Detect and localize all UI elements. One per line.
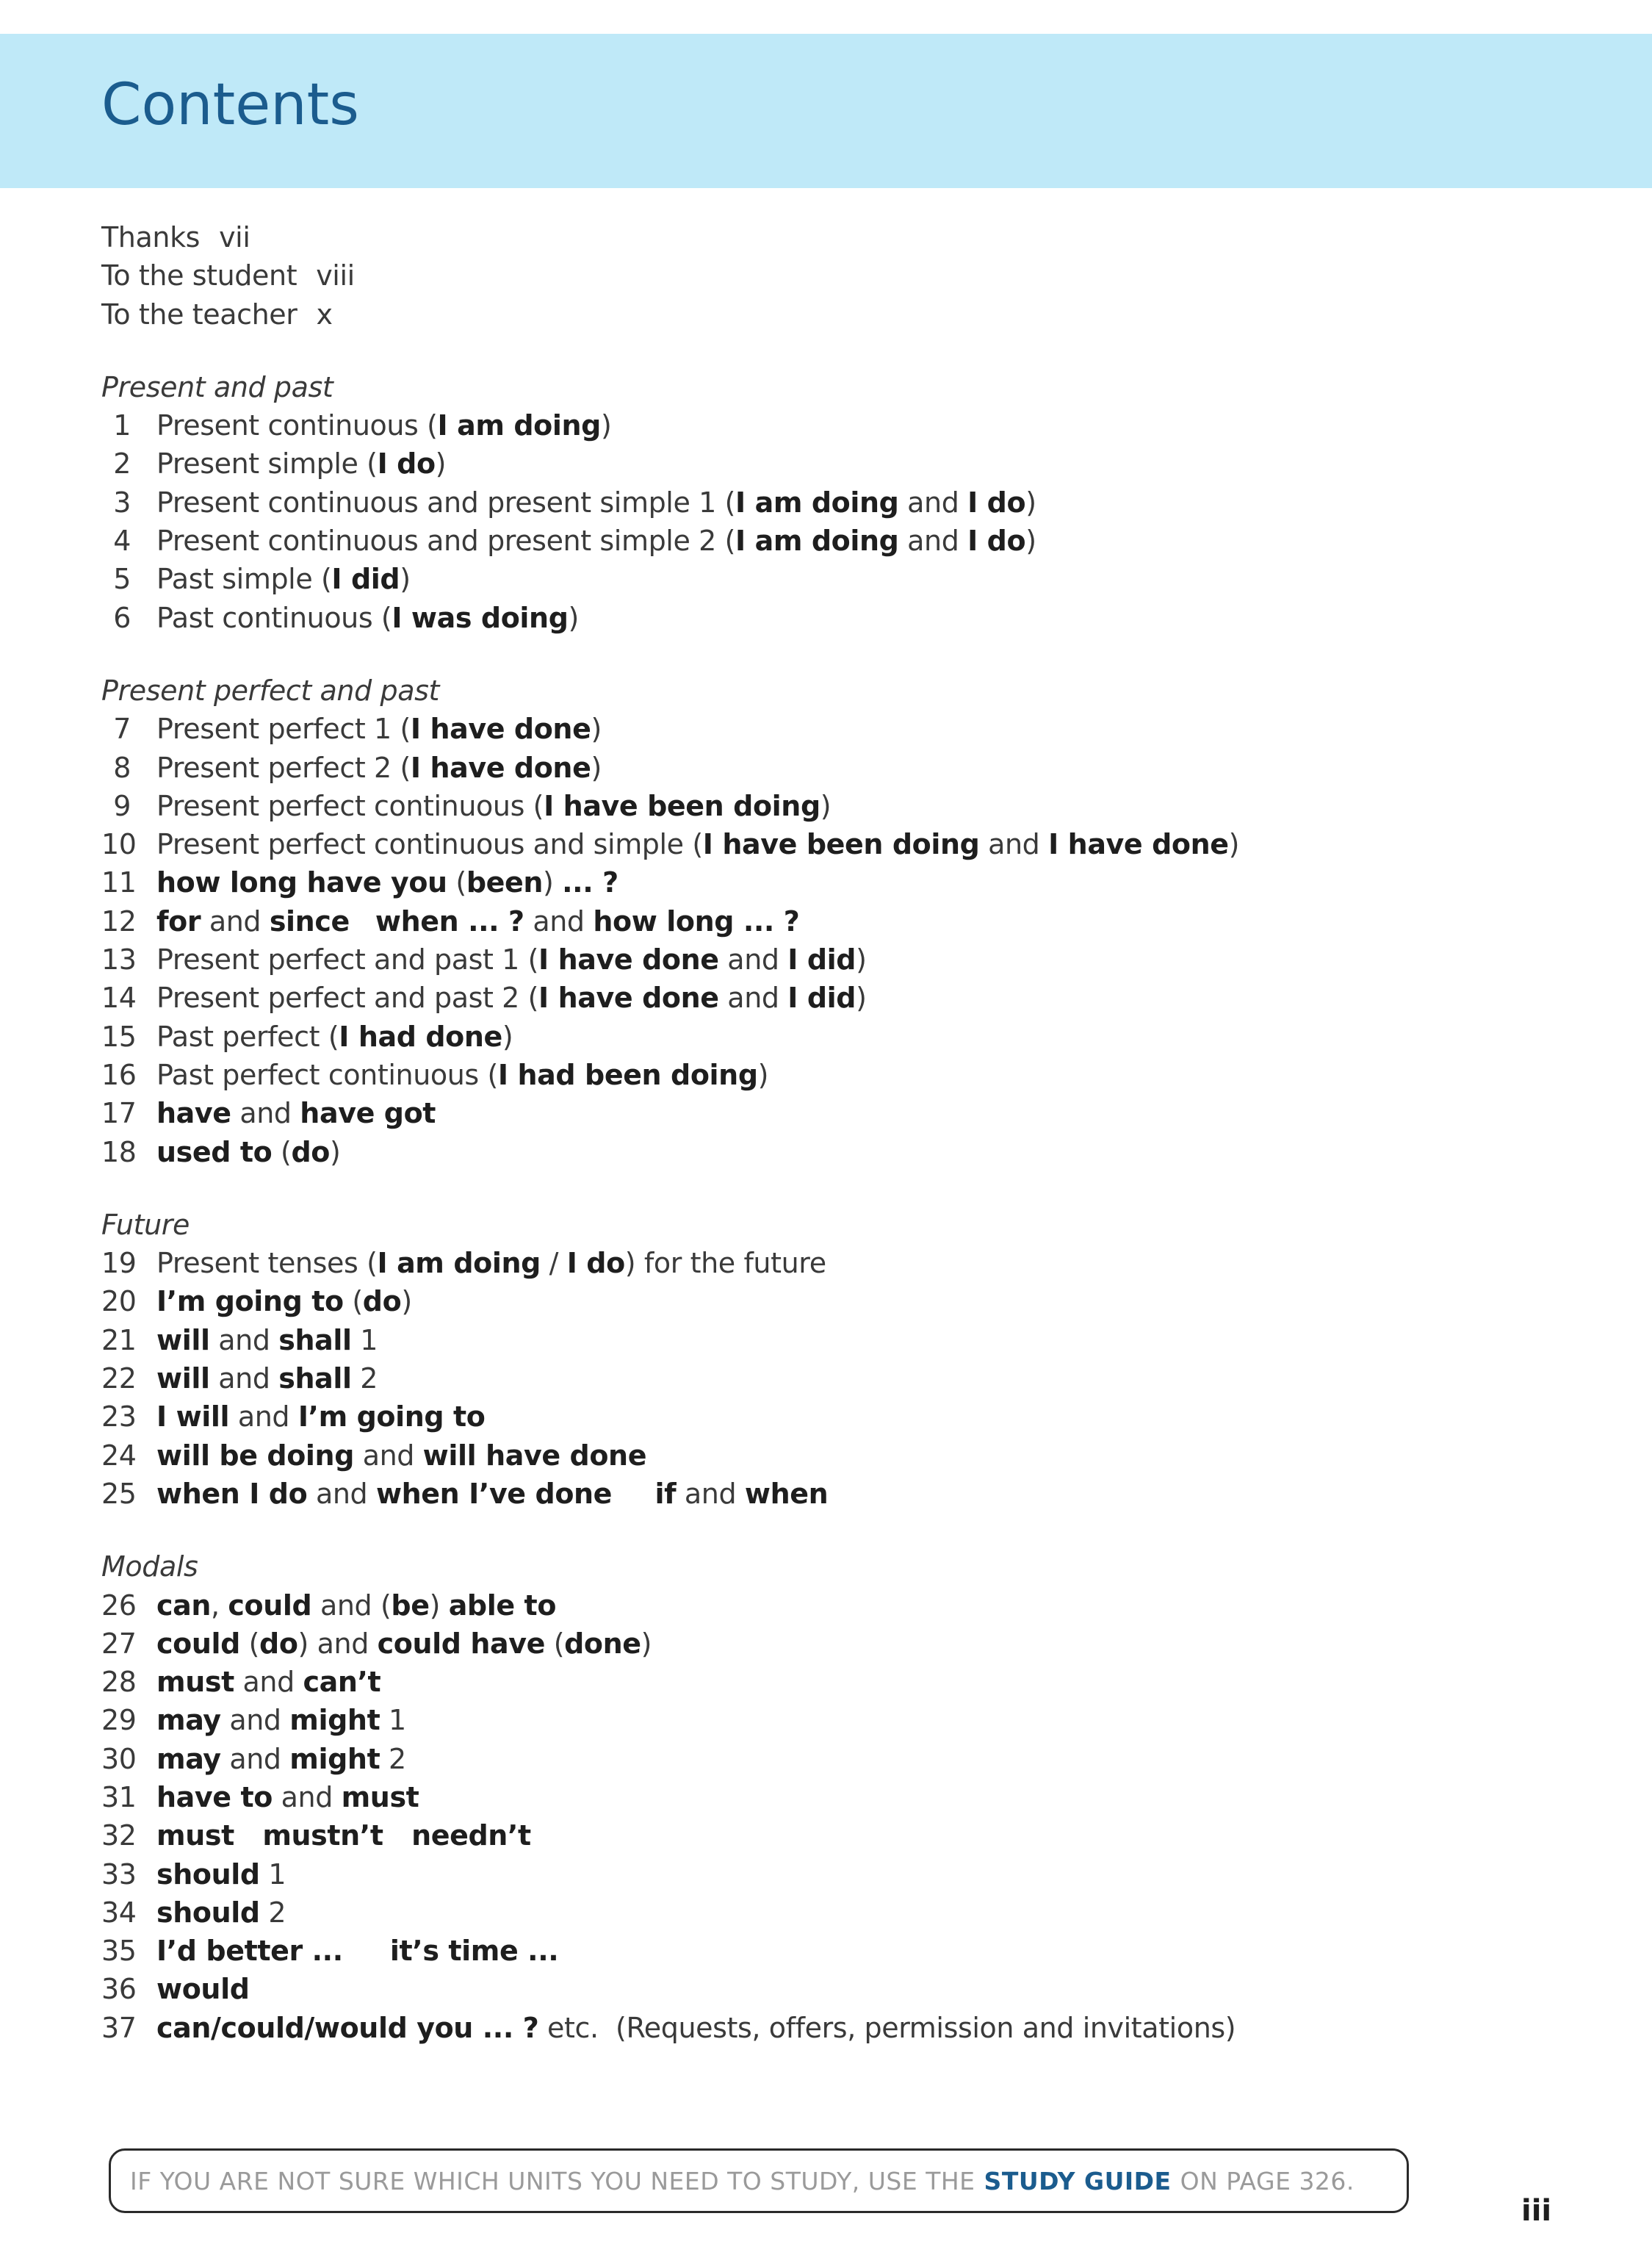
unit-title-keyword: I have done [538, 943, 719, 976]
unit-title-text [612, 1478, 654, 1510]
unit-entry[interactable] [101, 522, 1239, 560]
unit-entry[interactable] [101, 1359, 1239, 1398]
unit-title-text: ) [543, 866, 563, 899]
front-matter-label: To the student [101, 259, 297, 292]
unit-title-text: ) [329, 1135, 341, 1168]
section-spacer [101, 637, 1239, 672]
unit-number: 4 [113, 525, 131, 558]
unit-entry[interactable] [101, 483, 1239, 522]
unit-title-text: and [979, 828, 1049, 861]
unit-title [156, 1740, 406, 1778]
front-matter-item[interactable] [101, 218, 1239, 256]
unit-entry[interactable] [101, 1475, 1239, 1513]
unit-title-keyword: should [156, 1857, 260, 1891]
unit-entry[interactable] [101, 1244, 1239, 1282]
unit-title-keyword: can [156, 1589, 212, 1622]
unit-title [156, 1321, 378, 1359]
unit-entry[interactable] [101, 445, 1239, 483]
unit-title [156, 902, 799, 940]
unit-title-keyword: do [362, 1285, 402, 1318]
unit-number: 7 [113, 713, 131, 746]
unit-title-keyword: when [744, 1477, 829, 1510]
unit-entry[interactable] [101, 1855, 1239, 1893]
unit-title-text: Present perfect and past 1 ( [156, 943, 539, 976]
unit-title-keyword: I do [377, 447, 436, 481]
section-heading: Present perfect and past [101, 674, 439, 707]
unit-title-keyword: can’t [303, 1666, 381, 1699]
section-spacer [101, 1171, 1239, 1206]
unit-title [156, 1586, 556, 1625]
unit-title-text: and [231, 1097, 300, 1130]
unit-title [156, 445, 446, 483]
unit-title [156, 863, 618, 902]
unit-title-text: Present tenses ( [156, 1247, 378, 1280]
unit-entry[interactable] [101, 1625, 1239, 1663]
unit-title-keyword: I’m going to [297, 1400, 486, 1434]
unit-title-text: Present continuous ( [156, 409, 438, 442]
unit-title-keyword: could [228, 1589, 312, 1622]
unit-title-keyword: I do [967, 525, 1026, 558]
unit-title-text: Present perfect continuous ( [156, 789, 544, 822]
unit-title-keyword: should [156, 1896, 260, 1929]
unit-title-keyword: do [259, 1627, 298, 1660]
unit-title-keyword: how long ... ? [593, 904, 800, 938]
unit-title-keyword: might [289, 1742, 380, 1775]
unit-title-text: ) [591, 713, 602, 746]
unit-title-text: Present perfect 2 ( [156, 751, 411, 784]
unit-entry[interactable] [101, 1970, 1239, 2008]
unit-title-text: / [540, 1247, 567, 1280]
unit-title-keyword: when I do [156, 1477, 308, 1510]
unit-entry[interactable] [101, 1740, 1239, 1778]
study-guide-page-text: ON PAGE 326. [1180, 2166, 1355, 2195]
unit-title-text: and [898, 486, 968, 519]
section-spacer [101, 334, 1239, 368]
unit-title-text: and [676, 1477, 745, 1510]
unit-number: 6 [113, 601, 131, 634]
unit-title-keyword: been [466, 866, 544, 899]
unit-title-text: ) [641, 1627, 652, 1660]
unit-title [156, 1816, 531, 1855]
unit-title [156, 749, 602, 787]
unit-title-keyword: if [654, 1477, 677, 1510]
unit-entry[interactable] [101, 1932, 1239, 1970]
unit-title [156, 560, 411, 598]
unit-title-keyword: will be doing [156, 1439, 355, 1472]
unit-title-keyword: I have done [538, 982, 719, 1015]
study-guide-note-text: IF YOU ARE NOT SURE WHICH UNITS YOU NEED TO STUDY, USE THE [130, 2166, 975, 2195]
unit-title [156, 1359, 378, 1398]
unit-title-keyword: be [391, 1589, 430, 1622]
section-heading: Modals [101, 1550, 198, 1583]
unit-title-keyword: done [564, 1627, 641, 1660]
unit-title-text: ( [447, 866, 466, 899]
unit-title-text: and [234, 1666, 303, 1699]
unit-entry[interactable] [101, 902, 1239, 940]
unit-title-text: 1 [380, 1704, 406, 1737]
unit-title-text: etc. (Requests, offers, permission and invitations) [538, 2011, 1236, 2044]
unit-title-text: 2 [351, 1362, 378, 1395]
page-number: iii [1521, 2194, 1552, 2228]
unit-title-text: and [229, 1400, 298, 1434]
unit-entry[interactable] [101, 749, 1239, 787]
unit-number: 21 [101, 1323, 137, 1356]
unit-number: 8 [113, 751, 131, 784]
unit-title [156, 1094, 436, 1132]
unit-title-text: and [209, 1362, 279, 1395]
unit-title-text: Past continuous ( [156, 601, 392, 634]
unit-title-text: ) [400, 563, 411, 596]
unit-title-text: ) [856, 943, 867, 976]
unit-number: 2 [113, 447, 131, 481]
page-title: Contents [101, 72, 359, 138]
unit-title-keyword: I do [967, 486, 1026, 519]
unit-entry[interactable] [101, 2009, 1239, 2047]
unit-number: 22 [101, 1362, 137, 1395]
unit-title-keyword: could have [377, 1627, 546, 1660]
unit-title-keyword: when ... ? [375, 904, 524, 938]
unit-title-text: and [201, 904, 270, 938]
front-matter-label: Thanks [101, 221, 201, 253]
study-guide-note [109, 2148, 1409, 2213]
unit-title-keyword: for [156, 904, 201, 938]
unit-title-keyword: I have been doing [702, 828, 980, 861]
unit-number: 35 [101, 1935, 137, 1968]
unit-title [156, 1133, 340, 1171]
unit-title-text: and [354, 1439, 423, 1472]
unit-title [156, 2009, 1236, 2047]
unit-number: 19 [101, 1247, 137, 1280]
unit-title-text: ) [502, 1020, 513, 1053]
unit-entry[interactable] [101, 1398, 1239, 1436]
unit-entry[interactable] [101, 1056, 1239, 1094]
unit-title-text: and [524, 904, 594, 938]
unit-title-keyword: I’d better ... it’s time ... [156, 1935, 559, 1968]
unit-entry[interactable] [101, 940, 1239, 979]
unit-number: 16 [101, 1058, 137, 1091]
unit-number: 25 [101, 1477, 137, 1510]
unit-number: 14 [101, 982, 137, 1015]
unit-title-keyword: can/could/would you ... ? [156, 2011, 539, 2044]
unit-title-keyword: must [341, 1780, 419, 1813]
unit-title-keyword: I do [566, 1247, 625, 1280]
unit-title-keyword: I am doing [437, 409, 601, 442]
unit-title [156, 1056, 768, 1094]
front-matter-label: To the teacher [101, 298, 297, 331]
unit-title-text: Past perfect continuous ( [156, 1058, 498, 1091]
unit-title-text: ) [401, 1285, 412, 1318]
unit-number: 34 [101, 1896, 137, 1929]
unit-title-text: and [220, 1704, 290, 1737]
front-matter-page: viii [316, 259, 355, 292]
unit-entry[interactable] [101, 787, 1239, 825]
section-heading: Present and past [101, 370, 333, 403]
unit-entry[interactable] [101, 1586, 1239, 1625]
unit-title-keyword: have got [300, 1097, 436, 1130]
unit-entry[interactable] [101, 863, 1239, 902]
unit-title-text: 2 [259, 1896, 286, 1929]
unit-title-text: and [307, 1477, 376, 1510]
unit-title-text: Past simple ( [156, 563, 332, 596]
unit-title-text: Past perfect ( [156, 1020, 339, 1053]
unit-title-text: , [211, 1589, 228, 1622]
unit-title [156, 979, 867, 1017]
unit-number: 37 [101, 2011, 137, 2044]
unit-title-keyword: I have been doing [544, 789, 820, 822]
unit-title-text: Present continuous and present simple 2 ( [156, 525, 736, 558]
unit-number: 1 [113, 409, 131, 442]
unit-title-keyword: I did [787, 982, 856, 1015]
unit-title-keyword: may [156, 1704, 221, 1737]
unit-number: 29 [101, 1704, 137, 1737]
unit-title-keyword: may [156, 1742, 221, 1775]
unit-title-text: Present simple ( [156, 447, 378, 481]
unit-title-keyword: when I’ve done [375, 1477, 613, 1510]
unit-title-text: 2 [380, 1742, 406, 1775]
unit-title-keyword: shall [278, 1362, 352, 1395]
unit-title [156, 825, 1239, 863]
unit-title-keyword: I had been doing [497, 1058, 758, 1091]
unit-title-keyword: I have done [1048, 828, 1229, 861]
unit-title [156, 1932, 558, 1970]
unit-title-text: 1 [259, 1857, 286, 1891]
unit-title-keyword: I had done [339, 1020, 502, 1053]
unit-title-keyword: able to [448, 1589, 557, 1622]
unit-number: 33 [101, 1857, 137, 1891]
unit-title [156, 1778, 419, 1816]
unit-title-keyword: could [156, 1627, 240, 1660]
unit-title-text: ) [429, 1589, 449, 1622]
unit-number: 12 [101, 904, 137, 938]
unit-number: 17 [101, 1097, 137, 1130]
unit-title [156, 1475, 828, 1513]
unit-number: 13 [101, 943, 137, 976]
section-spacer [101, 1513, 1239, 1547]
unit-title-keyword: I have done [410, 713, 591, 746]
unit-title-text: ) [757, 1058, 769, 1091]
unit-title-keyword: must mustn’t needn’t [156, 1819, 531, 1852]
unit-number: 5 [113, 563, 131, 596]
unit-title [156, 1244, 826, 1282]
unit-title-text: ) and [297, 1627, 378, 1660]
unit-entry[interactable] [101, 710, 1239, 748]
unit-entry[interactable] [101, 1282, 1239, 1320]
front-matter-item[interactable] [101, 295, 1239, 334]
unit-title-text: and [718, 943, 788, 976]
unit-number: 10 [101, 828, 137, 861]
unit-entry[interactable] [101, 1778, 1239, 1816]
unit-title-text: ) [591, 751, 602, 784]
unit-title-text: ) [568, 601, 579, 634]
unit-title [156, 1398, 486, 1436]
unit-title-keyword: do [291, 1135, 330, 1168]
unit-title-text: and [220, 1742, 290, 1775]
unit-title-text [350, 905, 375, 938]
unit-number: 20 [101, 1285, 137, 1318]
unit-title-keyword: how long have you [156, 866, 447, 899]
unit-number: 30 [101, 1742, 137, 1775]
unit-title-keyword: will [156, 1362, 210, 1395]
unit-entry[interactable] [101, 1133, 1239, 1171]
unit-title [156, 710, 602, 748]
unit-title [156, 483, 1036, 522]
study-guide-link[interactable]: STUDY GUIDE [984, 2166, 1172, 2195]
unit-title [156, 1701, 406, 1739]
unit-title-text: ) [820, 789, 832, 822]
unit-entry[interactable] [101, 560, 1239, 598]
unit-title-keyword: I am doing [735, 525, 899, 558]
unit-title-keyword: I was doing [392, 601, 569, 634]
table-of-contents [101, 218, 1239, 2047]
unit-entry[interactable] [101, 1094, 1239, 1132]
unit-entry[interactable] [101, 1816, 1239, 1855]
unit-title-keyword: I did [787, 943, 856, 976]
unit-title-text: and ( [311, 1589, 392, 1622]
unit-number: 23 [101, 1400, 137, 1434]
unit-title-text: ( [545, 1627, 565, 1660]
unit-title-keyword: ... ? [562, 866, 618, 899]
unit-title [156, 1018, 513, 1056]
unit-number: 15 [101, 1020, 137, 1053]
unit-title [156, 522, 1036, 560]
front-matter-page: x [316, 298, 333, 331]
unit-title-text: ( [343, 1285, 363, 1318]
unit-title-keyword: since [269, 904, 350, 938]
unit-title-text: and [272, 1780, 342, 1813]
unit-title-text: ) [856, 982, 867, 1015]
unit-title-keyword: I will [156, 1400, 230, 1434]
unit-title-text: ) [1228, 828, 1240, 861]
unit-title-keyword: used to [156, 1135, 273, 1168]
unit-title-keyword: have [156, 1097, 231, 1130]
unit-title-text: ( [239, 1627, 260, 1660]
unit-number: 28 [101, 1666, 137, 1699]
unit-number: 32 [101, 1819, 137, 1852]
unit-title-text: ) [1025, 525, 1036, 558]
unit-title-keyword: have to [156, 1780, 273, 1813]
unit-title-text: ) [435, 447, 447, 481]
unit-entry[interactable] [101, 1018, 1239, 1056]
unit-number: 26 [101, 1589, 137, 1622]
unit-title-keyword: will have done [422, 1439, 647, 1472]
unit-number: 11 [101, 866, 137, 899]
unit-title-keyword: I am doing [735, 486, 899, 519]
unit-number: 24 [101, 1439, 137, 1472]
unit-title-keyword: would [156, 1973, 250, 2006]
unit-title [156, 1893, 286, 1932]
unit-entry[interactable] [101, 1436, 1239, 1475]
unit-number: 18 [101, 1135, 137, 1168]
unit-entry[interactable] [101, 1321, 1239, 1359]
unit-title-keyword: must [156, 1666, 234, 1699]
unit-number: 9 [113, 789, 131, 822]
unit-title-text: ) for the future [624, 1247, 826, 1280]
unit-number: 27 [101, 1627, 137, 1660]
unit-title-text: Present continuous and present simple 1 ( [156, 486, 736, 519]
unit-title-keyword: I’m going to [156, 1285, 344, 1318]
unit-title [156, 1855, 286, 1893]
unit-title [156, 1282, 412, 1320]
unit-title-text: ( [272, 1135, 292, 1168]
unit-title-text: Present perfect 1 ( [156, 713, 411, 746]
front-matter-item[interactable] [101, 256, 1239, 295]
unit-title-text: Present perfect and past 2 ( [156, 982, 539, 1015]
unit-entry[interactable] [101, 979, 1239, 1017]
unit-title [156, 1625, 652, 1663]
unit-title [156, 940, 867, 979]
unit-title-text: ) [1025, 486, 1036, 519]
front-matter-page: vii [219, 221, 250, 253]
unit-entry[interactable] [101, 1893, 1239, 1932]
unit-number: 3 [113, 486, 131, 519]
unit-entry[interactable] [101, 1701, 1239, 1739]
unit-title-keyword: I have done [410, 751, 591, 784]
unit-title [156, 406, 611, 445]
unit-entry[interactable] [101, 1663, 1239, 1701]
unit-title-keyword: shall [278, 1323, 352, 1356]
unit-entry[interactable] [101, 825, 1239, 863]
unit-title [156, 1970, 250, 2008]
unit-title-keyword: might [289, 1704, 380, 1737]
unit-number: 31 [101, 1780, 137, 1813]
unit-title [156, 1436, 646, 1475]
unit-number: 36 [101, 1973, 137, 2006]
unit-title-keyword: I am doing [377, 1247, 541, 1280]
unit-entry[interactable] [101, 599, 1239, 637]
unit-entry[interactable] [101, 406, 1239, 445]
unit-title [156, 787, 831, 825]
section-heading: Future [101, 1208, 190, 1241]
unit-title-text: and [898, 525, 968, 558]
unit-title-text: and [209, 1323, 279, 1356]
unit-title-keyword: will [156, 1323, 210, 1356]
unit-title-text: 1 [351, 1323, 378, 1356]
unit-title-text: Present perfect continuous and simple ( [156, 828, 703, 861]
unit-title-text: ) [600, 409, 612, 442]
unit-title [156, 1663, 380, 1701]
unit-title-text: and [718, 982, 788, 1015]
unit-title [156, 599, 579, 637]
unit-title-keyword: I did [331, 563, 400, 596]
